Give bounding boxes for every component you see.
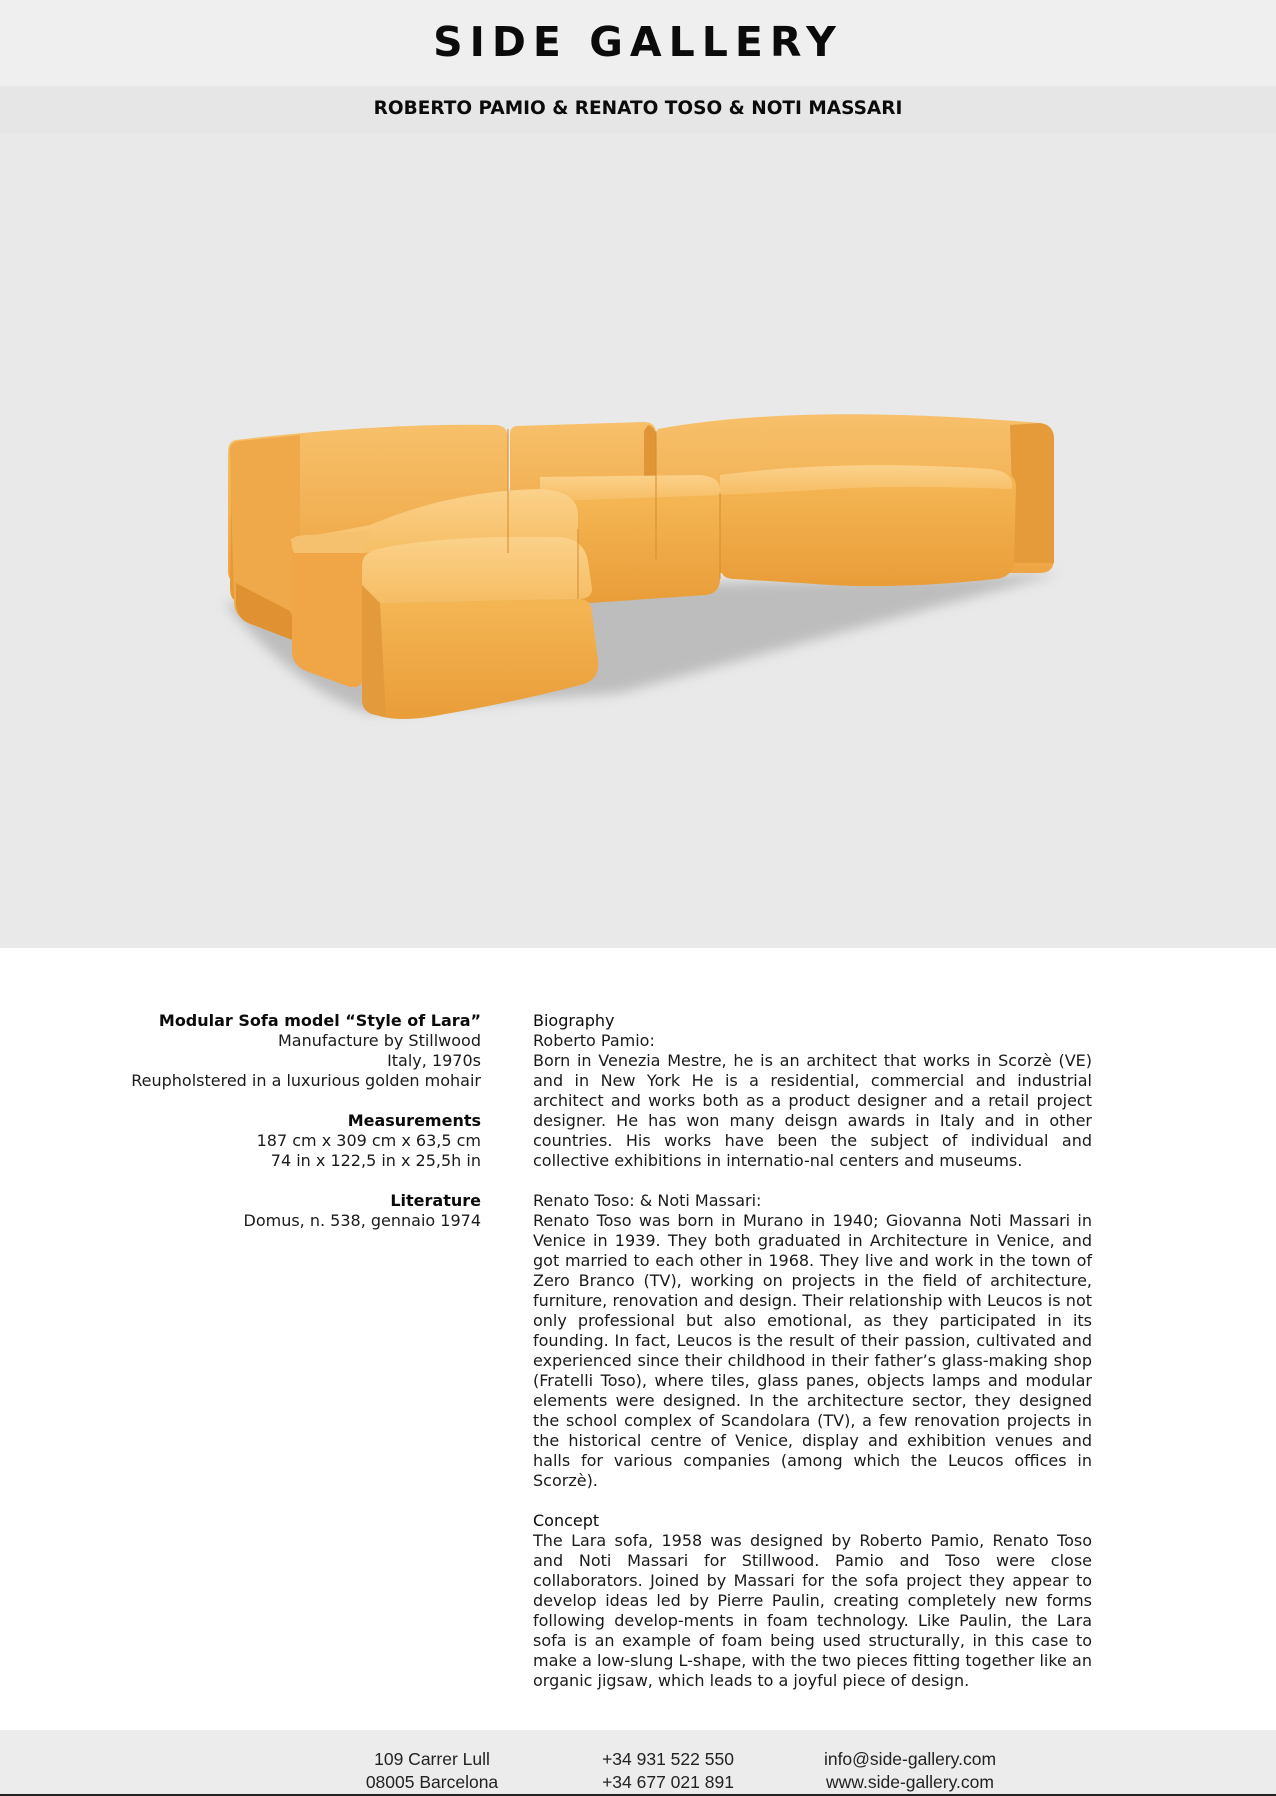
measurements-in: 74 in x 122,5 in x 25,5h in [270, 1151, 481, 1170]
biography-heading: Biography [533, 1011, 615, 1030]
email-link[interactable]: info@side-gallery.com [823, 1749, 997, 1769]
sofa-seat-right [720, 465, 1016, 586]
address-line-1: 109 Carrer Lull [374, 1749, 490, 1769]
phone-2[interactable]: +34 677 021 891 [602, 1772, 734, 1792]
footer-bar [0, 1730, 1276, 1796]
footer-address [352, 1748, 512, 1794]
address-line-2: 08005 Barcelona [365, 1772, 499, 1792]
concept-heading: Concept [533, 1511, 600, 1530]
toso-massari-label: Renato Toso: & Noti Massari: [533, 1191, 762, 1210]
measurements-heading: Measurements [347, 1111, 481, 1130]
product-photo [0, 133, 1276, 948]
manufacture-line: Manufacture by Stillwood [278, 1031, 481, 1050]
header-bar [0, 0, 1276, 86]
sofa-left-block [230, 435, 300, 643]
measurements-cm: 187 cm x 309 cm x 63,5 cm [256, 1131, 481, 1150]
product-details [100, 1011, 481, 1231]
phone-1[interactable]: +34 931 522 550 [602, 1749, 734, 1769]
pamio-label: Roberto Pamio: [533, 1031, 655, 1050]
literature-line: Domus, n. 538, gennaio 1974 [243, 1211, 481, 1230]
footer-contact [810, 1748, 1010, 1794]
designers-bar [0, 86, 1276, 133]
toso-massari-biography: Renato Toso was born in Murano in 1940; Giovanna Noti Massari in Venice in 1939. They both graduated in Architecture in Venice, and got married to each other in 1968. They live and work in the town of Zero Branco (TV), working on projects in the field of architecture, furniture, renovation and design. Their relationship with Leucos is not only professional but also emotional, as they participated in its founding. In fact, Leucos is the result of their passion, cultivated and experienced since their childhood in their father’s glass-making shop (Fratelli Toso), where tiles, glass panes, objects lamps and modular elements were designed. In the architecture sector, they designed the school complex of Scandolara (TV), a few renovation projects in the historical centre of Venice, display and exhibition venues and halls for various companies (among which the Leucos offices in Scorzè). [533, 1211, 1092, 1490]
upholstery-line: Reupholstered in a luxurious golden mohair [131, 1071, 481, 1090]
description-column [533, 1011, 1092, 1691]
sofa-illustration [0, 133, 1276, 948]
concept-text: The Lara sofa, 1958 was designed by Roberto Pamio, Renato Toso and Noti Massari for Stillwood. Pamio and Toso were close collaborators. Joined by Massari for the sofa project they appear to develop ideas led by Pierre Paulin, creating completely new forms following develop-ments in foam technology. Like Paulin, the Lara sofa is an example of foam being used structurally, in this case to make a low-slung L-shape, with the two pieces fitting together like an organic jigsaw, which leads to a joyful piece of design. [533, 1531, 1092, 1690]
literature-heading: Literature [390, 1191, 481, 1210]
brand-title: SIDE GALLERY [433, 18, 843, 66]
origin-line: Italy, 1970s [387, 1051, 481, 1070]
designers-title: ROBERTO PAMIO & RENATO TOSO & NOTI MASSARI [373, 98, 903, 119]
footer-phones [588, 1748, 748, 1794]
product-title: Modular Sofa model “Style of Lara” [158, 1011, 481, 1030]
pamio-biography: Born in Venezia Mestre, he is an architect that works in Scorzè (VE) and in New York He is a residential, commercial and industrial architect and works both as a product designer and a retail project designer. He has won many deisgn awards in Italy and in other countries. His works have been the subject of individual and collective exhibitions in internatio-nal centers and museums. [533, 1051, 1092, 1170]
website-link[interactable]: www.side-gallery.com [826, 1772, 994, 1792]
